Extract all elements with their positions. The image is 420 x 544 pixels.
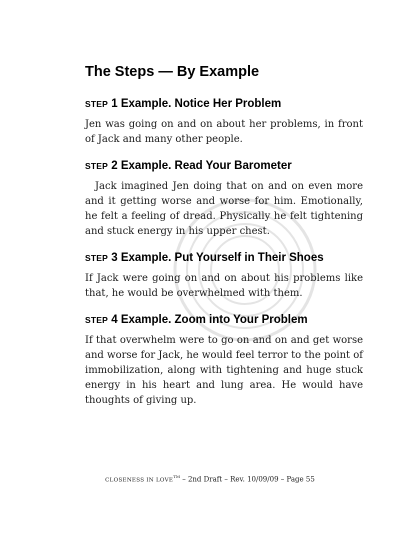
step-heading-text: Example. Read Your Barometer (120, 160, 292, 172)
step-4-text: If that overwhelm were to go on and on and get worse and worse for Jack, he would feel terror to the point of immobilization, along with tightening and huge stuck energy in his heart and lung area. He would have thoughts of giving up. (85, 335, 363, 406)
step-number: 3 (111, 252, 118, 264)
step-number: 4 (111, 314, 118, 326)
step-heading-text: Example. Notice Her Problem (120, 98, 282, 110)
main-content (85, 64, 363, 421)
step-4-heading (85, 314, 363, 326)
step-number: 1 (111, 98, 118, 110)
step-1-text: Jen was going on and on about her problems, in front of Jack and many other people. (85, 119, 363, 145)
step-number: 2 (111, 160, 118, 172)
step-label: STEP (85, 253, 109, 263)
footer-book-title: CLOSENESS IN LOVE (105, 477, 174, 484)
footer-trademark: TM (173, 474, 180, 479)
page-footer (0, 474, 420, 483)
step-1-heading (85, 98, 363, 110)
footer-details: – 2nd Draft – Rev. 10/09/09 – Page 55 (180, 475, 315, 484)
step-label: STEP (85, 315, 109, 325)
step-3-heading (85, 252, 363, 264)
step-heading-text: Example. Zoom into Your Problem (120, 314, 308, 326)
step-2-heading (85, 160, 363, 172)
step-label: STEP (85, 161, 109, 171)
page-title: The Steps — By Example (85, 64, 260, 80)
step-heading-text: Example. Put Yourself in Their Shoes (120, 252, 324, 264)
step-3-text: If Jack were going on and on about his problems like that, he would be overwhelmed with them. (85, 273, 363, 299)
step-2-text: Jack imagined Jen doing that on and on even more and it getting worse and worse for him. Emotionally, he felt a feeling of dread. Physically he felt tightening and stuck energy in his upper chest. (85, 181, 363, 237)
step-label: STEP (85, 99, 109, 109)
